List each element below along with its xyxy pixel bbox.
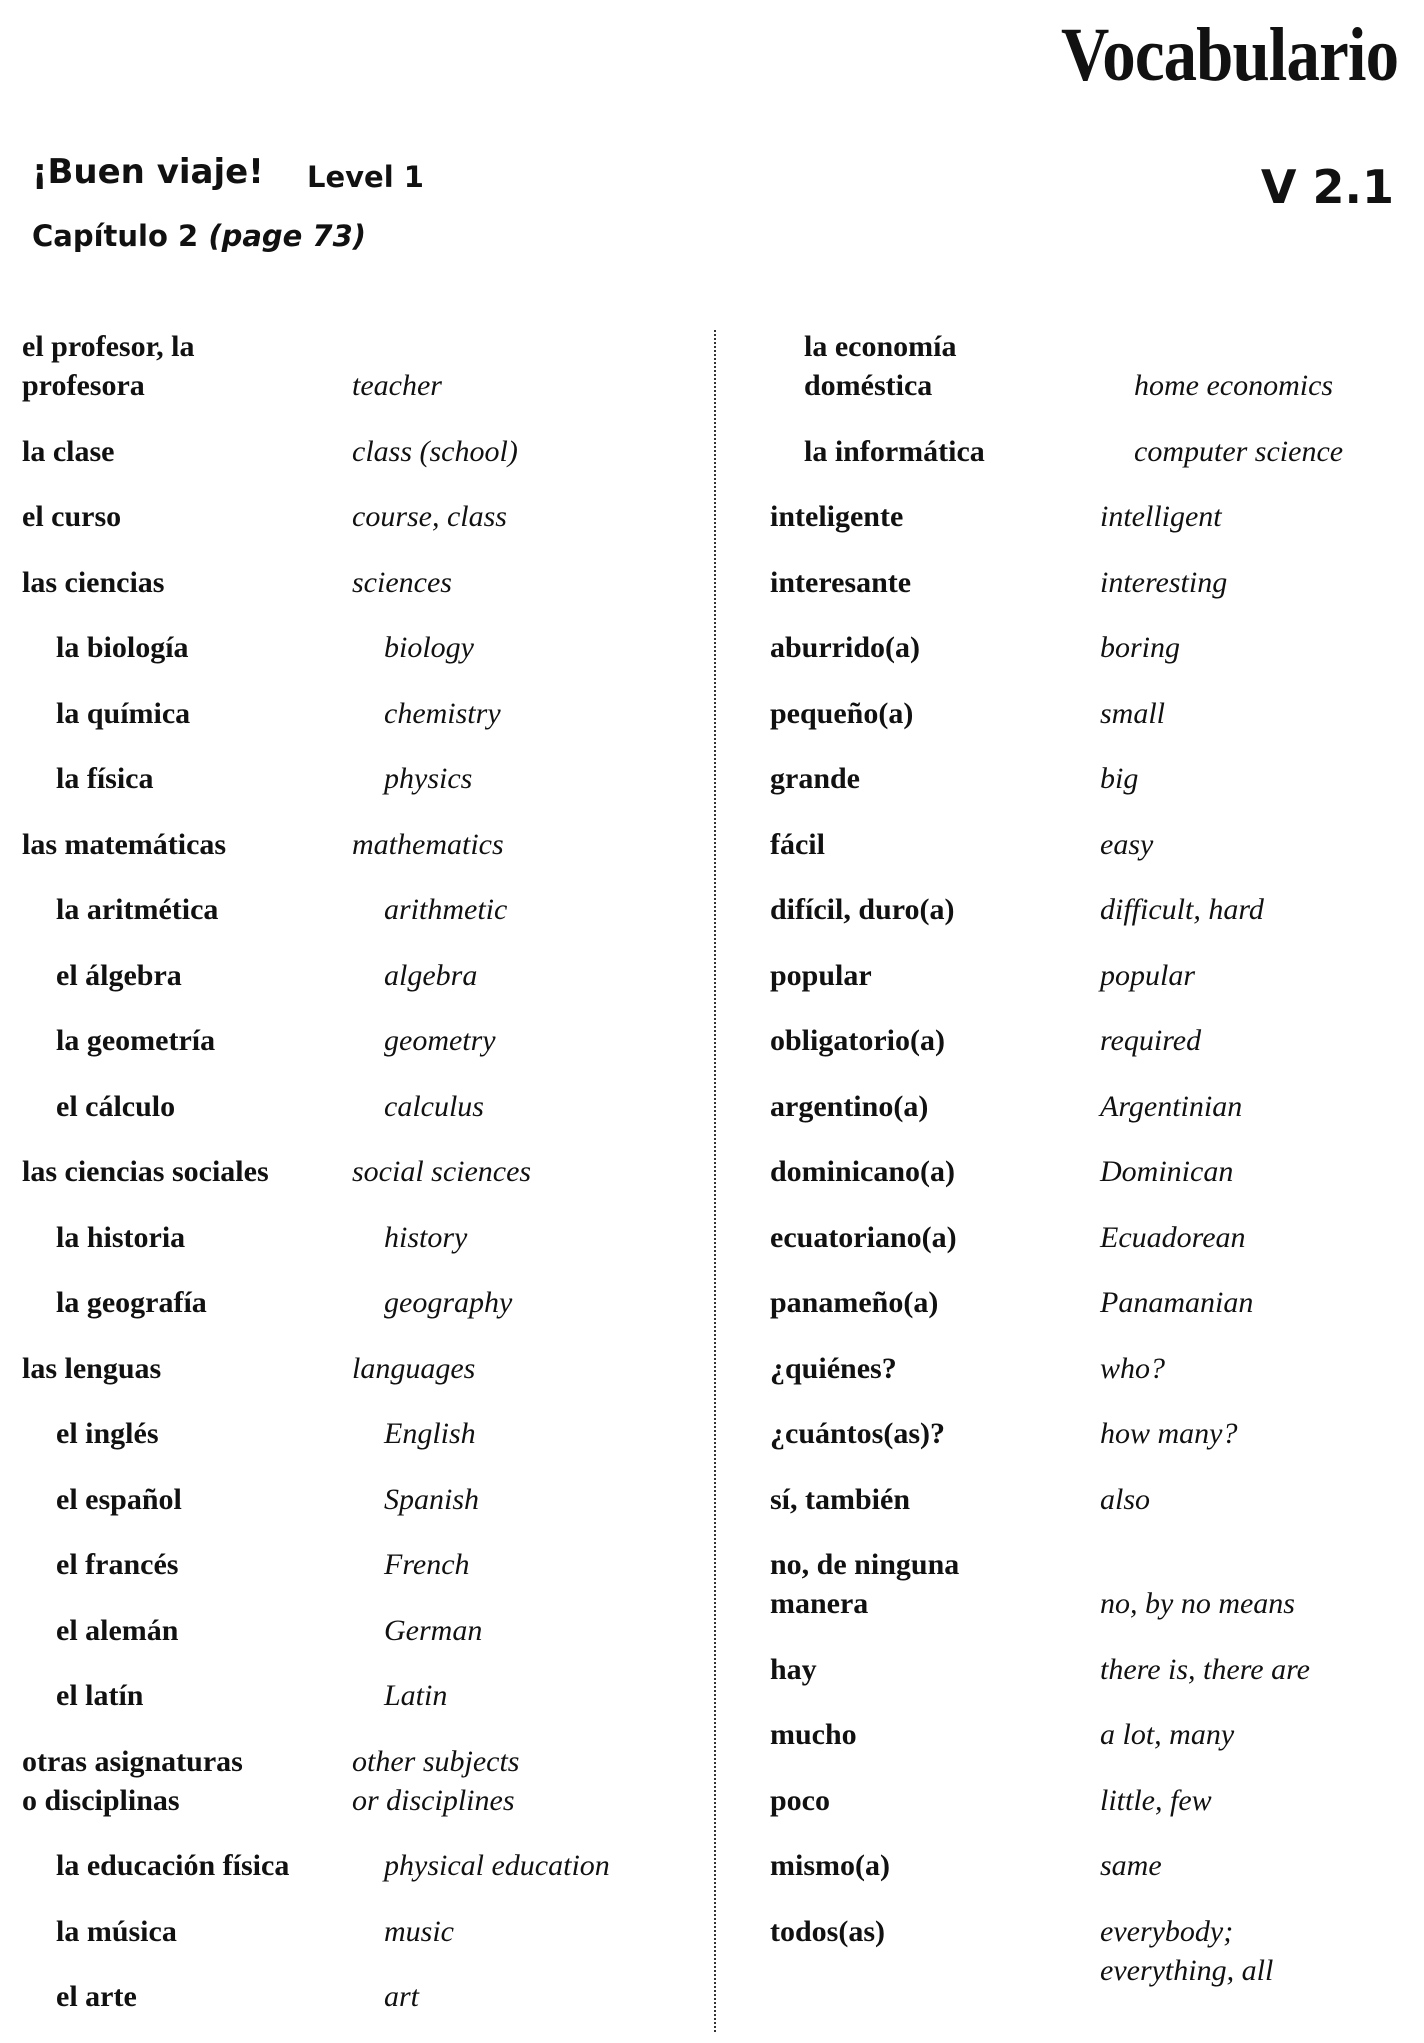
vocab-term: popular: [770, 958, 872, 992]
chapter-label: [32, 219, 366, 253]
vocab-term: la clase: [22, 434, 115, 468]
vocab-row: [22, 327, 682, 405]
vocab-gloss: boring: [1100, 631, 1181, 664]
vocab-term: argentino(a): [770, 1089, 929, 1123]
vocab-term: inteligente: [770, 500, 904, 533]
vocab-gloss: arithmetic: [384, 893, 508, 926]
vocab-term: la música: [56, 1914, 177, 1948]
vocab-row: [770, 956, 1410, 995]
vocab-gloss: same: [1100, 1849, 1162, 1882]
vocab-row: [770, 1087, 1410, 1126]
vocab-term: la historia: [56, 1220, 186, 1254]
vocab-term: el álgebra: [56, 958, 182, 992]
vocab-gloss: algebra: [384, 958, 478, 992]
vocab-row: [770, 1715, 1410, 1754]
vocab-row: [22, 825, 682, 864]
vocab-gloss: computer science: [1134, 434, 1344, 468]
vocab-term: poco: [770, 1783, 830, 1817]
vocab-term: no, de ninguna manera: [770, 1548, 960, 1620]
vocab-term: panameño(a): [770, 1286, 939, 1319]
vocab-term: todos(as): [770, 1914, 886, 1948]
vocab-row: [22, 1349, 682, 1388]
vocab-row: [22, 432, 682, 471]
vocab-row: [22, 1283, 682, 1322]
vocab-term: obligatorio(a): [770, 1024, 945, 1057]
vocab-row: [770, 563, 1410, 602]
vocab-gloss: teacher: [352, 369, 442, 402]
vocab-row: [770, 825, 1410, 864]
vocab-gloss: everybody; everything, all: [1100, 1914, 1274, 1987]
vocab-term: fácil: [770, 827, 825, 861]
vocab-row: [22, 759, 682, 798]
page-reference: (page 73): [208, 219, 367, 253]
vocab-row: [22, 1087, 682, 1126]
vocab-gloss: biology: [384, 631, 474, 664]
vocab-term: el inglés: [56, 1417, 159, 1450]
vocab-term: las matemáticas: [22, 827, 227, 861]
vocab-term: la geografía: [56, 1286, 207, 1319]
vocab-term: la química: [56, 696, 191, 730]
vocab-term: el curso: [22, 500, 122, 533]
vocab-gloss: social sciences: [352, 1155, 532, 1188]
vocab-term: hay: [770, 1652, 817, 1686]
vocab-row: [22, 1021, 682, 1060]
vocab-row: [770, 1218, 1410, 1257]
vocab-term: sí, también: [770, 1482, 911, 1516]
vocab-row: [22, 694, 682, 733]
vocab-gloss: history: [384, 1220, 468, 1254]
vocab-gloss: intelligent: [1100, 500, 1222, 533]
vocab-gloss: class (school): [352, 434, 518, 468]
vocab-row: [770, 1152, 1410, 1191]
vocab-term: el francés: [56, 1548, 179, 1581]
vocab-gloss: who?: [1100, 1351, 1166, 1385]
vocab-term: ¿quiénes?: [770, 1351, 897, 1385]
vocab-row: [770, 628, 1410, 667]
vocab-gloss: mathematics: [352, 827, 504, 861]
vocab-gloss: also: [1100, 1482, 1151, 1516]
right-vocab-column: [770, 327, 1410, 2016]
vocab-term: dominicano(a): [770, 1155, 956, 1188]
vocab-term: aburrido(a): [770, 631, 920, 664]
vocab-row: [22, 1218, 682, 1257]
vocab-gloss: geography: [384, 1286, 513, 1319]
vocab-gloss: easy: [1100, 827, 1154, 861]
vocab-row: [770, 1021, 1410, 1060]
vocab-gloss: how many?: [1100, 1417, 1238, 1450]
vocab-row: [22, 1545, 682, 1584]
vocab-gloss: Spanish: [384, 1482, 480, 1516]
vocab-row: [22, 1152, 682, 1191]
vocab-term: las ciencias sociales: [22, 1155, 269, 1188]
vocab-term: las lenguas: [22, 1351, 162, 1385]
vocab-term: mucho: [770, 1718, 857, 1751]
vocab-term: interesante: [770, 565, 912, 599]
vocab-gloss: French: [384, 1548, 470, 1581]
vocab-row: [770, 1781, 1410, 1820]
vocab-gloss: no, by no means: [1100, 1587, 1295, 1620]
vocab-term: el profesor, la profesora: [22, 330, 195, 402]
vocab-term: difícil, duro(a): [770, 893, 955, 926]
vocab-gloss: languages: [352, 1351, 476, 1385]
vocab-term: mismo(a): [770, 1849, 890, 1882]
vocab-gloss: music: [384, 1914, 454, 1948]
vocab-row: [22, 890, 682, 929]
vocab-gloss: Ecuadorean: [1100, 1220, 1246, 1254]
vocab-gloss: art: [384, 1980, 420, 2013]
vocab-term: otras asignaturas o disciplinas: [22, 1744, 243, 1817]
vocab-gloss: little, few: [1100, 1783, 1212, 1817]
vocab-gloss: Panamanian: [1100, 1286, 1254, 1319]
vocab-row: [770, 1846, 1410, 1885]
vocab-row: [770, 1349, 1410, 1388]
vocab-gloss: physics: [384, 762, 473, 795]
vocab-gloss: interesting: [1100, 565, 1228, 599]
vocab-term: el cálculo: [56, 1089, 176, 1123]
vocab-row: [22, 1414, 682, 1453]
vocab-term: la física: [56, 762, 154, 795]
vocab-gloss: German: [384, 1613, 483, 1647]
vocab-gloss: required: [1100, 1024, 1202, 1057]
vocab-row: [770, 694, 1410, 733]
vocab-row: [770, 1414, 1410, 1453]
vocab-row: [770, 432, 1410, 471]
vocab-row: [22, 1742, 682, 1820]
vocab-term: grande: [770, 762, 860, 795]
vocab-row: [22, 1977, 682, 2016]
vocab-term: la biología: [56, 631, 189, 664]
vocab-gloss: physical education: [384, 1849, 610, 1882]
vocab-gloss: course, class: [352, 500, 507, 533]
vocab-term: la economía doméstica: [804, 330, 957, 402]
vocab-row: [770, 759, 1410, 798]
book-title: ¡Buen viaje!: [32, 152, 264, 192]
page-title: Vocabulario: [1060, 13, 1398, 97]
level-label: Level 1: [307, 160, 424, 194]
vocab-gloss: English: [384, 1417, 476, 1450]
vocab-gloss: home economics: [1134, 369, 1334, 402]
vocab-gloss: geometry: [384, 1024, 496, 1057]
vocab-row: [22, 628, 682, 667]
vocab-row: [22, 1480, 682, 1519]
vocab-gloss: difficult, hard: [1100, 893, 1264, 926]
vocab-row: [770, 327, 1410, 405]
vocab-row: [770, 1912, 1410, 1990]
vocab-row: [22, 956, 682, 995]
vocab-row: [770, 890, 1410, 929]
vocab-term: la aritmética: [56, 893, 219, 926]
vocab-gloss: Dominican: [1100, 1155, 1234, 1188]
vocab-row: [770, 497, 1410, 536]
vocab-term: el español: [56, 1482, 182, 1516]
vocab-row: [770, 1545, 1410, 1623]
vocab-row: [22, 1676, 682, 1715]
vocab-term: el arte: [56, 1980, 137, 2013]
vocab-gloss: a lot, many: [1100, 1718, 1235, 1751]
vocab-row: [22, 1912, 682, 1951]
vocab-gloss: Latin: [384, 1679, 448, 1712]
vocab-gloss: calculus: [384, 1089, 484, 1123]
vocab-row: [22, 563, 682, 602]
vocab-row: [770, 1480, 1410, 1519]
vocab-gloss: small: [1100, 696, 1166, 730]
vocab-term: ecuatoriano(a): [770, 1220, 957, 1254]
vocab-term: el latín: [56, 1679, 144, 1712]
vocab-gloss: sciences: [352, 565, 452, 599]
chapter-number: Capítulo 2: [32, 219, 199, 253]
vocab-gloss: big: [1100, 762, 1139, 795]
vocab-gloss: chemistry: [384, 696, 501, 730]
vocab-gloss: Argentinian: [1100, 1089, 1243, 1123]
vocab-row: [770, 1283, 1410, 1322]
vocab-term: las ciencias: [22, 565, 165, 599]
vocab-gloss: popular: [1100, 958, 1196, 992]
column-divider: [714, 330, 716, 2032]
vocab-term: la educación física: [56, 1849, 290, 1882]
vocab-row: [770, 1650, 1410, 1689]
vocab-code: V 2.1: [1260, 160, 1394, 214]
vocab-gloss: other subjects or disciplines: [352, 1744, 520, 1817]
left-vocab-column: [22, 327, 682, 2043]
vocab-gloss: there is, there are: [1100, 1652, 1310, 1686]
vocab-term: la geometría: [56, 1024, 216, 1057]
vocab-term: la informática: [804, 434, 985, 468]
vocab-term: el alemán: [56, 1613, 179, 1647]
vocab-term: ¿cuántos(as)?: [770, 1417, 946, 1450]
vocab-row: [22, 1846, 682, 1885]
vocab-row: [22, 497, 682, 536]
vocab-row: [22, 1611, 682, 1650]
vocab-term: pequeño(a): [770, 696, 914, 730]
